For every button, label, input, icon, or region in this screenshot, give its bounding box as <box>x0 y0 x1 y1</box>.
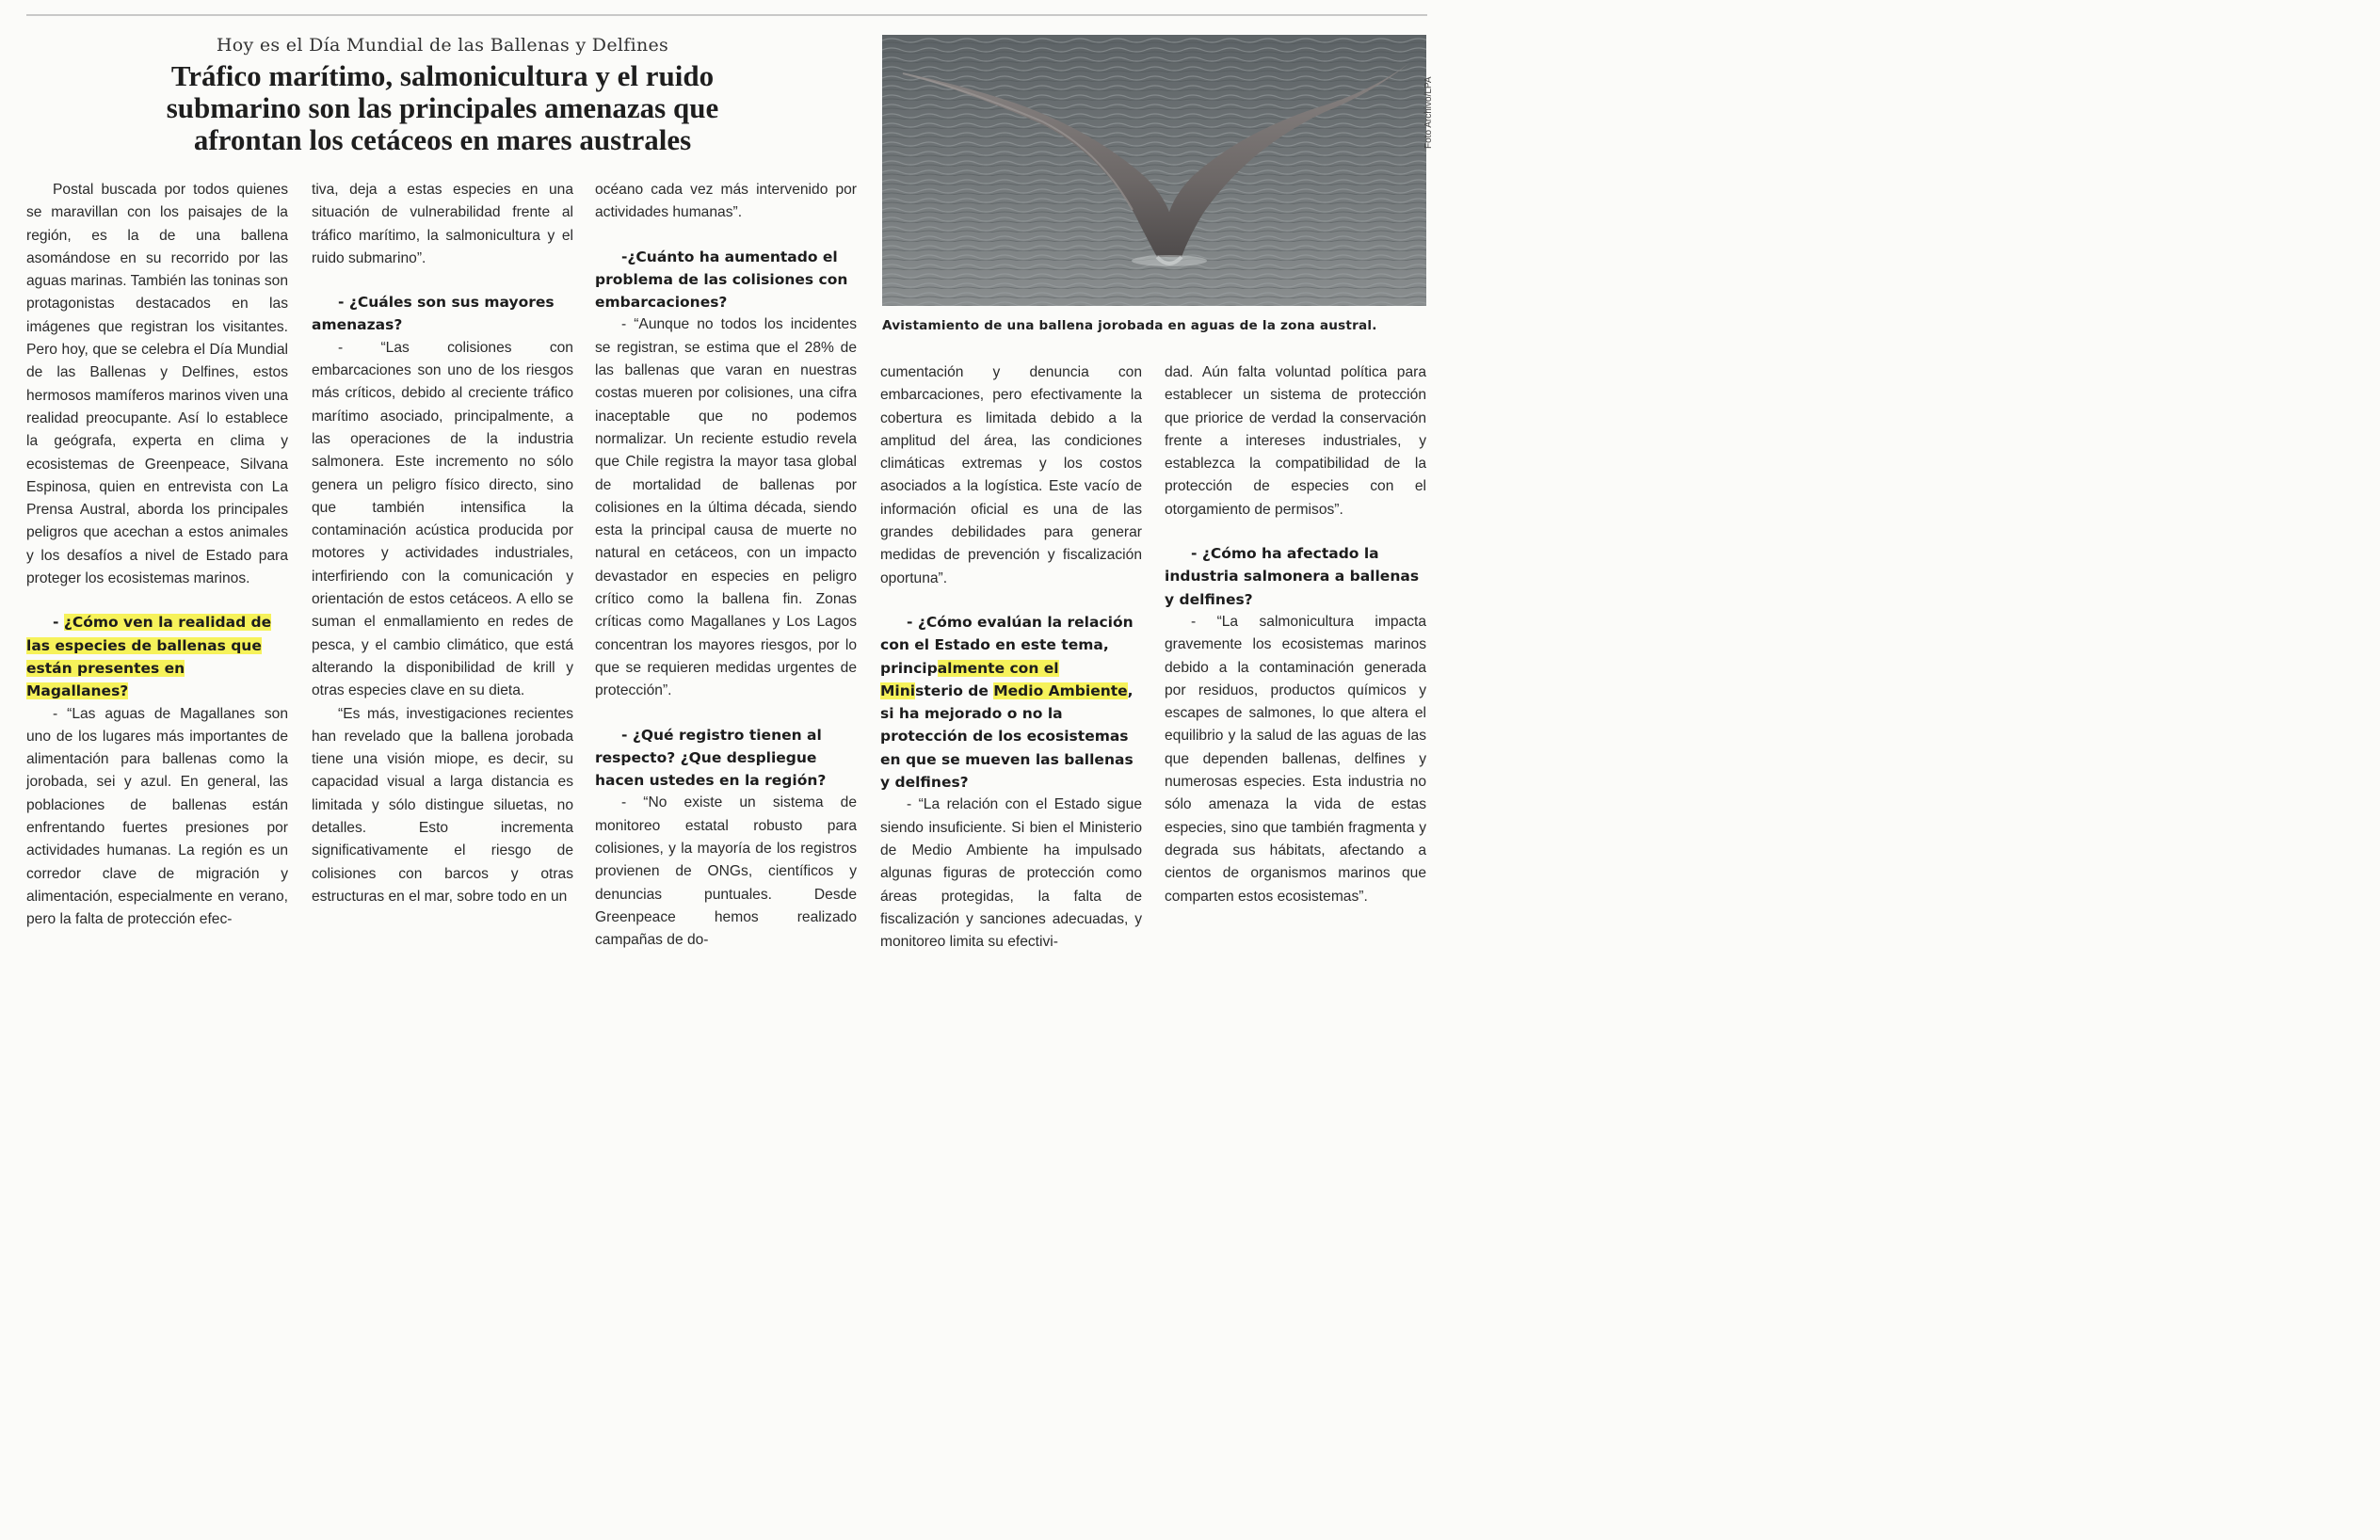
interview-answer-6: - “La salmonicultura impacta gravemente los ecosistemas marinos debido a la contaminación generada por residuos, productos químicos y escapes de salmones, lo que altera el equilibrio y la salud de las aguas de las que dependen ballenas, delfines y numerosas especies. Esta industria no sólo amenaza la vida de estas especies, sino que también fragmenta y degrada sus hábitats, afectando a cientos de organismos marinos que comparten estos ecosistemas”. <box>1165 613 1426 905</box>
article-column-2 <box>312 179 573 908</box>
interview-answer-2b: “Es más, investigaciones recientes han revelado que la ballena jorobada tiene una visión miope, es decir, su capacidad visual a larga distancia es limitada y sólo distingue siluetas, no detalles. Esto incrementa significativamente el riesgo de colisiones con barcos y otras estructuras en el mar, sobre todo en un <box>312 705 573 905</box>
interview-question-6: - ¿Cómo ha afectado la industria salmonera a ballenas y delfines? <box>1165 545 1420 608</box>
highlighted-text: almente con el Mini <box>880 659 1059 699</box>
whale-tail-illustration <box>882 35 1426 306</box>
article-column-4 <box>880 361 1142 954</box>
interview-answer-2: - “Las colisiones con embarcaciones son uno de los riesgos más críticos, debido al creciente tráfico marítimo asociado, principalmente, a las operaciones de la industria salmonera. Este incremento no sólo genera un peligro físico directo, sino que también intensifica la contaminación acústica producida por motores y actividades industriales, interfiriendo con la comunicación y orientación de estos cetáceos. A ello se suman el enmallamiento en redes de pesca, y el cambio climático, que está alterando la disponibilidad de krill y otras especies clave en su dieta. <box>312 339 573 699</box>
interview-answer-4: - “No existe un sistema de monitoreo estatal robusto para colisiones, y la mayoría de los registros provienen de ONGs, científicos y denuncias puntuales. Desde Greenpeace hemos realizado campañas de do- <box>595 794 857 949</box>
continued-paragraph: tiva, deja a estas especies en una situación de vulnerabilidad frente al tráfico marítimo, la salmonicultura y el ruido submarino”. <box>312 182 573 266</box>
interview-question-5: - ¿Cómo evalúan la relación con el Estado en este tema, principalmente con el Ministerio de Medio Ambiente, si ha mejorado o no la protección de los ecosistemas en que se mueven las ballenas y delfines? <box>880 613 1134 792</box>
interview-answer-1: - “Las aguas de Magallanes son uno de los lugares más importantes de alimentación para ballenas como la jorobada, sei y azul. En general, las poblaciones de ballenas están enfrentando fuertes presiones por actividades humanas. La región es un corredor clave de migración y alimentación, especialmente en verano, pero la falta de protección efec- <box>26 705 288 928</box>
article-column-5 <box>1165 361 1426 908</box>
highlighted-text: Medio Ambiente <box>993 682 1128 699</box>
intro-paragraph: Postal buscada por todos quienes se maravillan con los paisajes de la región, es la de una ballena asomándose en su recorrido por las aguas marinas. También las toninas son protagonistas destacados en las imágenes que registran los visitantes. Pero hoy, que se celebra el Día Mundial de las Ballenas y Delfines, estos hermosos mamíferos marinos viven una realidad preocupante. Así lo establece la geógrafa, experta en clima y ecosistemas de Greenpeace, Silvana Espinosa, quien en entrevista con La Prensa Austral, aborda los principales peligros que acechan a estos animales y los desafíos a nivel de Estado para proteger los ecosistemas marinos. <box>26 182 288 587</box>
photo-credit: Foto Archivo/LPA <box>1423 76 1434 149</box>
continued-paragraph: océano cada vez más intervenido por actividades humanas”. <box>595 182 857 221</box>
article-column-1 <box>26 179 288 932</box>
continued-paragraph: cumentación y denuncia con embarcaciones, pero efectivamente la cobertura es limitada debido a la amplitud del área, las condiciones climáticas extremas y los costos asociados a la logística. Este vacío de información oficial es una de las grandes debilidades para generar medidas de prevención y fiscalización oportuna”. <box>880 364 1142 586</box>
interview-answer-3: - “Aunque no todos los incidentes se registran, se estima que el 28% de las ballenas que varan en nuestras costas mueren por colisiones, una cifra inaceptable que no podemos normalizar. Un reciente estudio revela que Chile registra la mayor tasa global de mortalidad de ballenas por colisiones en la última década, siendo esta la principal causa de muerte no natural en cetáceos, con un impacto devastador en especies en peligro crítico como la ballena fin. Zonas críticas como Magallanes y Los Lagos concentran los mayores riesgos, por lo que se requieren medidas urgentes de protección”. <box>595 316 857 699</box>
whale-tail-photo <box>882 35 1426 306</box>
continued-paragraph: dad. Aún falta voluntad política para establecer un sistema de protección que priorice de verdad la conservación frente a intereses industriales, y establezca la compatibilidad de la protección de especies con el otorgamiento de permisos”. <box>1165 364 1426 518</box>
interview-question-1: - ¿Cómo ven la realidad de las especies de ballenas que están presentes en Magallanes? <box>26 614 272 700</box>
article-kicker: Hoy es el Día Mundial de las Ballenas y Delfines <box>216 35 669 56</box>
top-rule <box>26 14 1427 16</box>
interview-answer-5: - “La relación con el Estado sigue siendo insuficiente. Si bien el Ministerio de Medio Ambiente ha impulsado algunas figuras de protección como áreas protegidas, la falta de fiscalización y sanciones adecuadas, y monitoreo limita su efectivi- <box>880 796 1142 951</box>
interview-question-4: - ¿Qué registro tienen al respecto? ¿Que despliegue hacen ustedes en la región? <box>595 726 827 790</box>
interview-question-3: -¿Cuánto ha aumentado el problema de las colisiones con embarcaciones? <box>595 248 848 312</box>
article-column-3 <box>595 179 857 953</box>
article-headline: Tráfico marítimo, salmonicultura y el ruido submarino son las principales amenazas que afrontan los cetáceos en mares australes <box>166 59 719 156</box>
photo-caption: Avistamiento de una ballena jorobada en aguas de la zona austral. <box>882 318 1377 333</box>
interview-question-2: - ¿Cuáles son sus mayores amenazas? <box>312 294 555 334</box>
highlighted-question: ¿Cómo ven la realidad de las especies de ballenas que están presentes en Magallanes? <box>26 614 272 700</box>
